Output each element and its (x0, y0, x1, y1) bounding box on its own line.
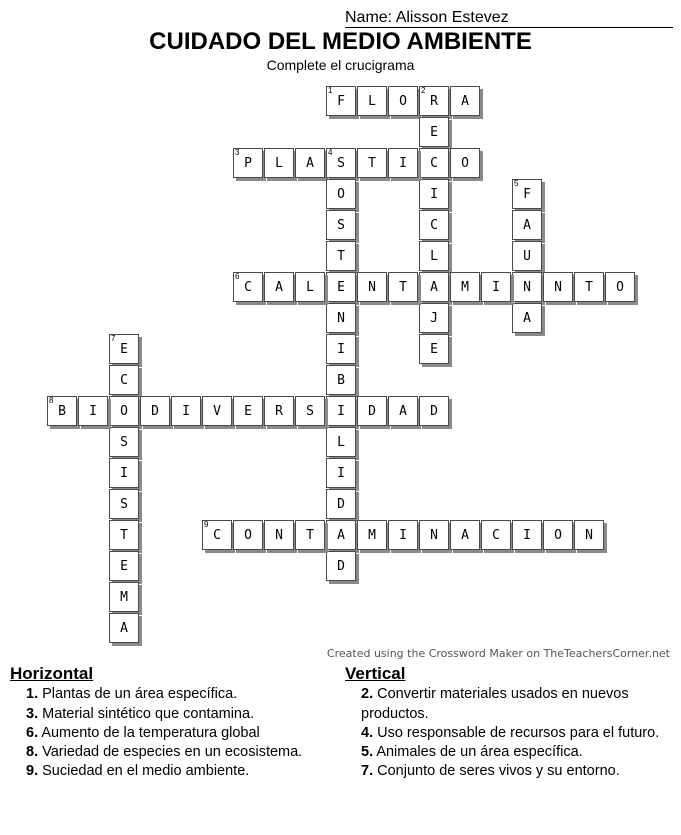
grid-cell[interactable] (326, 458, 356, 488)
cell-letter: L (275, 155, 283, 171)
grid-cell[interactable] (326, 303, 356, 333)
cell-letter: I (399, 155, 407, 171)
cell-letter: T (585, 279, 593, 295)
grid-cell[interactable] (388, 86, 418, 116)
cell-letter: I (89, 403, 97, 419)
cell-letter: C (244, 279, 252, 295)
grid-cell[interactable] (357, 396, 387, 426)
clue-number: 3 (235, 148, 240, 157)
grid-cell[interactable] (109, 489, 139, 519)
cell-letter: O (461, 155, 469, 171)
grid-cell[interactable] (326, 179, 356, 209)
clue-number: 6 (235, 272, 240, 281)
clue-item-number: 5. (361, 744, 374, 761)
cell-letter: A (523, 310, 531, 326)
grid-cell[interactable] (419, 86, 449, 116)
grid-cell[interactable] (109, 458, 139, 488)
page-subtitle: Complete el crucigrama (266, 57, 415, 73)
cell-letter: A (461, 527, 469, 543)
grid-cell[interactable] (326, 489, 356, 519)
grid-cell[interactable] (419, 334, 449, 364)
cell-letter: I (492, 279, 500, 295)
clue-item-number: 1. (26, 686, 39, 703)
grid-cell[interactable] (295, 272, 325, 302)
cell-letter: N (275, 527, 283, 543)
clue-number: 7 (111, 334, 116, 343)
page-title: CUIDADO DEL MEDIO AMBIENTE (149, 28, 532, 55)
clue-item (10, 762, 340, 781)
grid-cell[interactable] (109, 334, 139, 364)
cell-letter: I (182, 403, 190, 419)
credit-text: Created using the Crossword Maker on TheTeachersCorner.net (326, 647, 670, 660)
grid-cell[interactable] (109, 520, 139, 550)
grid-cell[interactable] (202, 520, 232, 550)
cell-letter: I (399, 527, 407, 543)
cell-letter: C (430, 155, 438, 171)
grid-cell[interactable] (512, 303, 542, 333)
grid-cell[interactable] (109, 582, 139, 612)
grid-cell[interactable] (388, 272, 418, 302)
cell-letter: T (306, 527, 314, 543)
cell-letter: I (337, 403, 345, 419)
cell-letter: E (120, 341, 128, 357)
grid-cell[interactable] (233, 272, 263, 302)
clue-item (345, 724, 665, 743)
grid-cell[interactable] (419, 210, 449, 240)
grid-cell[interactable] (450, 86, 480, 116)
clue-item (10, 685, 340, 704)
grid-cell[interactable] (326, 241, 356, 271)
cell-letter: D (368, 403, 376, 419)
cell-letter: J (430, 310, 438, 326)
grid-cell[interactable] (357, 272, 387, 302)
clue-item-text: Convertir materiales usados en nuevos productos. (361, 686, 629, 722)
cell-letter: C (120, 372, 128, 388)
cell-letter: S (120, 496, 128, 512)
cell-letter: D (337, 496, 345, 512)
grid-cell[interactable] (326, 520, 356, 550)
grid-cell[interactable] (357, 148, 387, 178)
clue-number: 9 (204, 520, 209, 529)
cell-letter: E (120, 558, 128, 574)
clue-item-number: 4. (361, 724, 374, 741)
grid-cell[interactable] (326, 427, 356, 457)
cell-letter: O (337, 186, 345, 202)
cell-letter: I (120, 465, 128, 481)
grid-cell[interactable] (388, 520, 418, 550)
cell-letter: O (120, 403, 128, 419)
grid-cell[interactable] (357, 86, 387, 116)
grid-cell[interactable] (109, 427, 139, 457)
grid-cell[interactable] (47, 396, 77, 426)
grid-cell[interactable] (140, 396, 170, 426)
cell-letter: M (461, 279, 469, 295)
cell-letter: I (523, 527, 531, 543)
cell-letter: E (430, 341, 438, 357)
grid-cell[interactable] (295, 148, 325, 178)
grid-cell[interactable] (512, 241, 542, 271)
grid-cell[interactable] (543, 520, 573, 550)
clue-item-text: Aumento de la temperatura global (38, 724, 260, 741)
cell-letter: S (120, 434, 128, 450)
grid-cell[interactable] (109, 613, 139, 643)
vertical-heading: Vertical (345, 664, 406, 683)
cell-letter: D (337, 558, 345, 574)
cell-letter: S (337, 155, 345, 171)
cell-letter: A (275, 279, 283, 295)
cell-letter: O (616, 279, 624, 295)
clue-item (10, 705, 340, 724)
grid-cell[interactable] (326, 551, 356, 581)
clue-item (345, 685, 665, 724)
clue-item-text: Plantas de un área específica. (38, 686, 238, 703)
cell-letter: B (337, 372, 345, 388)
clue-item (10, 724, 340, 743)
cell-letter: A (461, 93, 469, 109)
cell-letter: D (430, 403, 438, 419)
cell-letter: C (213, 527, 221, 543)
grid-cell[interactable] (264, 396, 294, 426)
cell-letter: A (306, 155, 314, 171)
cell-letter: I (337, 465, 345, 481)
cell-letter: C (492, 527, 500, 543)
horizontal-clues (10, 664, 340, 782)
cell-letter: T (368, 155, 376, 171)
grid-cell[interactable] (109, 365, 139, 395)
clue-item-number: 8. (26, 744, 39, 761)
grid-cell[interactable] (326, 365, 356, 395)
grid-cell[interactable] (419, 520, 449, 550)
grid-cell[interactable] (450, 272, 480, 302)
clue-number: 2 (421, 86, 426, 95)
cell-letter: A (399, 403, 407, 419)
grid-cell[interactable] (481, 520, 511, 550)
clue-item (345, 743, 665, 762)
cell-letter: N (337, 310, 345, 326)
vertical-clue-list (345, 685, 665, 781)
clue-number: 5 (514, 179, 519, 188)
horizontal-clue-list (10, 685, 340, 781)
grid-cell[interactable] (512, 520, 542, 550)
cell-letter: E (337, 279, 345, 295)
cell-letter: F (337, 93, 345, 109)
cell-letter: L (430, 248, 438, 264)
cell-letter: A (120, 620, 128, 636)
clue-item-text: Conjunto de seres vivos y su entorno. (373, 763, 620, 780)
grid-cell[interactable] (295, 396, 325, 426)
grid-cell[interactable] (171, 396, 201, 426)
cell-letter: F (523, 186, 531, 202)
cell-letter: R (275, 403, 283, 419)
grid-cell[interactable] (419, 241, 449, 271)
grid-cell[interactable] (357, 520, 387, 550)
clue-item-number: 7. (361, 763, 374, 780)
grid-cell[interactable] (419, 179, 449, 209)
cell-letter: O (244, 527, 252, 543)
cell-letter: P (244, 155, 252, 171)
grid-cell[interactable] (419, 396, 449, 426)
cell-letter: E (430, 124, 438, 140)
clue-item-number: 2. (361, 686, 374, 703)
cell-letter: O (399, 93, 407, 109)
grid-cell[interactable] (78, 396, 108, 426)
clue-item-text: Variedad de especies en un ecosistema. (38, 744, 303, 761)
cell-letter: U (523, 248, 531, 264)
clue-item-number: 3. (26, 705, 39, 722)
grid-cell[interactable] (264, 520, 294, 550)
clue-number: 8 (49, 396, 54, 405)
grid-cell[interactable] (326, 334, 356, 364)
grid-cell[interactable] (388, 396, 418, 426)
cell-letter: N (368, 279, 376, 295)
grid-cell[interactable] (574, 520, 604, 550)
cell-letter: M (368, 527, 376, 543)
grid-cell[interactable] (543, 272, 573, 302)
grid-cell[interactable] (512, 179, 542, 209)
grid-cell[interactable] (605, 272, 635, 302)
cell-letter: R (430, 93, 438, 109)
cell-letter: L (368, 93, 376, 109)
cell-letter: N (523, 279, 531, 295)
cell-letter: N (554, 279, 562, 295)
grid-cell[interactable] (326, 86, 356, 116)
grid-cell[interactable] (512, 272, 542, 302)
grid-cell[interactable] (295, 520, 325, 550)
cell-letter: A (430, 279, 438, 295)
cell-letter: I (337, 341, 345, 357)
cell-letter: A (337, 527, 345, 543)
grid-cell[interactable] (326, 272, 356, 302)
grid-cell[interactable] (264, 272, 294, 302)
grid-cell[interactable] (109, 396, 139, 426)
grid-cell[interactable] (481, 272, 511, 302)
clue-item-text: Material sintético que contamina. (38, 705, 255, 722)
grid-cell[interactable] (419, 303, 449, 333)
cell-letter: E (244, 403, 252, 419)
cell-letter: T (337, 248, 345, 264)
cell-letter: S (337, 217, 345, 233)
horizontal-heading: Horizontal (10, 664, 94, 683)
grid-cell[interactable] (419, 117, 449, 147)
cell-letter: B (58, 403, 66, 419)
grid-cell[interactable] (326, 210, 356, 240)
cell-letter: S (306, 403, 314, 419)
cell-letter: L (337, 434, 345, 450)
clue-item-number: 9. (26, 763, 39, 780)
clue-item-number: 6. (26, 724, 39, 741)
grid-cell[interactable] (450, 148, 480, 178)
grid-cell[interactable] (233, 396, 263, 426)
clue-item (10, 743, 340, 762)
clue-number: 4 (328, 148, 333, 157)
grid-cell[interactable] (326, 148, 356, 178)
cell-letter: D (151, 403, 159, 419)
vertical-clues (345, 664, 665, 782)
grid-cell[interactable] (419, 272, 449, 302)
clue-item-text: Uso responsable de recursos para el futuro. (373, 724, 660, 741)
clue-item-text: Animales de un área específica. (373, 744, 583, 761)
clue-item-text: Suciedad en el medio ambiente. (38, 763, 250, 780)
cell-letter: L (306, 279, 314, 295)
grid-cell[interactable] (512, 210, 542, 240)
grid-cell[interactable] (326, 396, 356, 426)
cell-letter: A (523, 217, 531, 233)
grid-cell[interactable] (574, 272, 604, 302)
cell-letter: M (120, 589, 128, 605)
grid-cell[interactable] (233, 520, 263, 550)
cell-letter: T (120, 527, 128, 543)
grid-cell[interactable] (202, 396, 232, 426)
clue-item (345, 762, 665, 781)
cell-letter: N (430, 527, 438, 543)
grid-cell[interactable] (419, 148, 449, 178)
cell-letter: V (213, 403, 221, 419)
cell-letter: C (430, 217, 438, 233)
grid-cell[interactable] (233, 148, 263, 178)
clue-number: 1 (328, 86, 333, 95)
student-name: Name: Alisson Estevez (345, 9, 509, 26)
grid-cell[interactable] (450, 520, 480, 550)
cell-letter: N (585, 527, 593, 543)
grid-cell[interactable] (109, 551, 139, 581)
cell-letter: T (399, 279, 407, 295)
cell-letter: I (430, 186, 438, 202)
grid-cell[interactable] (264, 148, 294, 178)
cell-letter: O (554, 527, 562, 543)
grid-cell[interactable] (388, 148, 418, 178)
